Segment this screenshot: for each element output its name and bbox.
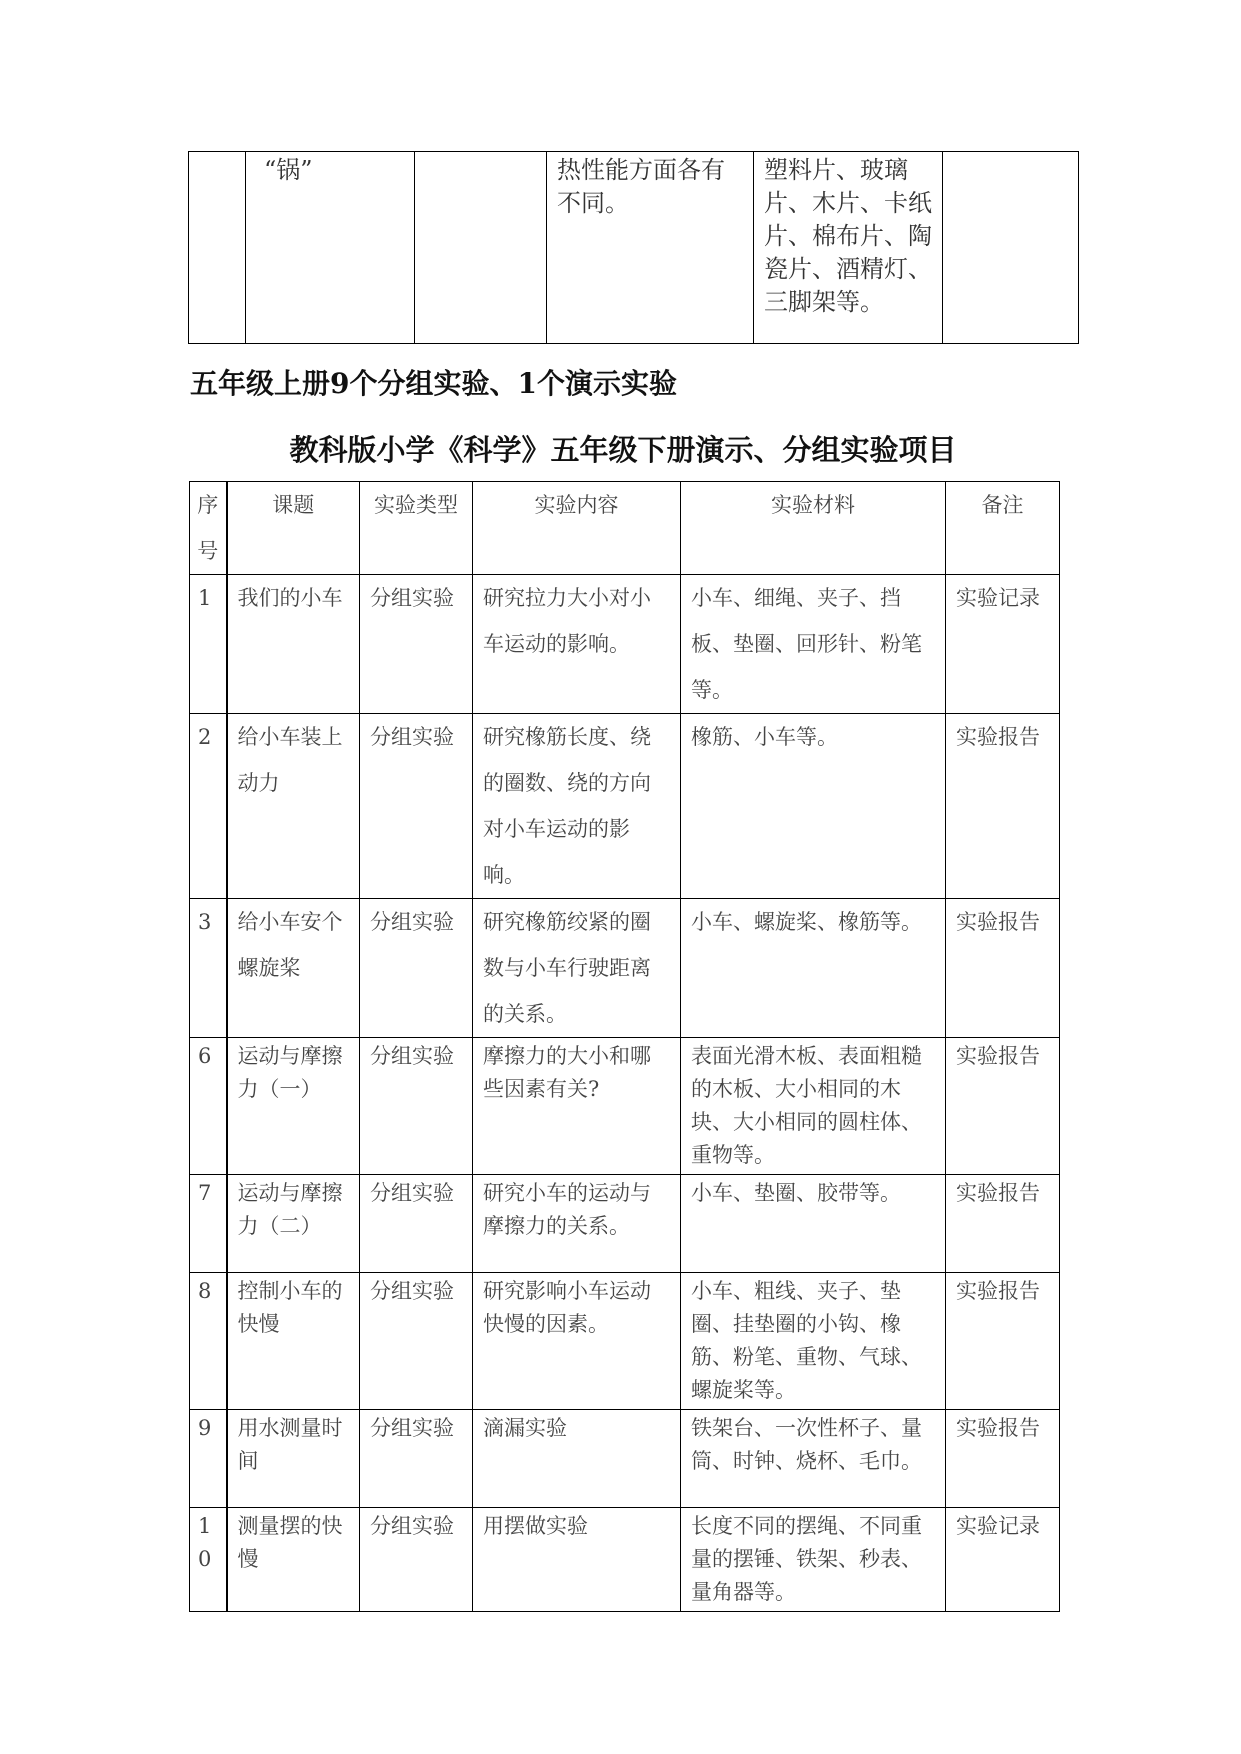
header-materials: 实验材料 [681,482,946,575]
cell-no [189,152,246,344]
header-content: 实验内容 [473,482,681,575]
row-materials: 铁架台、一次性杯子、量筒、时钟、烧杯、毛巾。 [681,1410,946,1508]
table-header-row [190,482,1060,575]
row-materials: 橡筋、小车等。 [681,714,946,899]
table-row [190,1273,1060,1410]
table-row [190,1038,1060,1175]
row-type: 分组实验 [360,899,473,1038]
row-topic: 测量摆的快慢 [227,1508,360,1612]
row-topic: 给小车安个螺旋桨 [227,899,360,1038]
row-note: 实验报告 [946,1175,1060,1273]
section-heading: 五年级上册9个分组实验、1个演示实验 [190,367,677,400]
row-topic: 运动与摩擦力（二） [227,1175,360,1273]
table-row [190,899,1060,1038]
row-no: 10 [190,1508,227,1612]
row-content: 研究橡筋绞紧的圈数与小车行驶距离的关系。 [473,899,681,1038]
row-note: 实验报告 [946,1038,1060,1175]
cell-topic: “锅” [246,152,415,344]
row-content: 用摆做实验 [473,1508,681,1612]
row-content: 研究橡筋长度、绕的圈数、绕的方向对小车运动的影响。 [473,714,681,899]
row-content: 研究拉力大小对小车运动的影响。 [473,575,681,714]
row-content: 摩擦力的大小和哪些因素有关? [473,1038,681,1175]
cell-note [943,152,1079,344]
row-materials: 小车、垫圈、胶带等。 [681,1175,946,1273]
row-type: 分组实验 [360,1508,473,1612]
row-no: 2 [190,714,227,899]
header-no: 序号 [190,482,227,575]
cell-content: 热性能方面各有不同。 [547,152,754,344]
row-topic: 控制小车的快慢 [227,1273,360,1410]
continued-table [188,151,1079,344]
row-content: 研究小车的运动与摩擦力的关系。 [473,1175,681,1273]
row-type: 分组实验 [360,1038,473,1175]
row-type: 分组实验 [360,575,473,714]
row-note: 实验报告 [946,1410,1060,1508]
row-content: 滴漏实验 [473,1410,681,1508]
row-type: 分组实验 [360,1175,473,1273]
row-no: 3 [190,899,227,1038]
table-row [189,152,1079,344]
row-note-link[interactable]: 实验记录 [946,575,1060,714]
row-content: 研究影响小车运动快慢的因素。 [473,1273,681,1410]
cell-materials: 塑料片、玻璃片、木片、卡纸片、棉布片、陶瓷片、酒精灯、三脚架等。 [754,152,943,344]
row-materials: 小车、螺旋桨、橡筋等。 [681,899,946,1038]
header-type: 实验类型 [360,482,473,575]
row-topic: 给小车装上动力 [227,714,360,899]
row-materials: 长度不同的摆绳、不同重量的摆锤、铁架、秒表、量角器等。 [681,1508,946,1612]
row-type: 分组实验 [360,1410,473,1508]
table-title: 教科版小学《科学》五年级下册演示、分组实验项目 [289,433,957,467]
row-no: 9 [190,1410,227,1508]
header-topic: 课题 [227,482,360,575]
table-row [190,1508,1060,1612]
row-no: 1 [190,575,227,714]
row-no: 6 [190,1038,227,1175]
table-row [190,1175,1060,1273]
row-topic: 我们的小车 [227,575,360,714]
row-no: 8 [190,1273,227,1410]
row-note-link[interactable]: 实验记录 [946,1508,1060,1612]
table-row [190,714,1060,899]
experiment-table [189,481,1060,1612]
row-note: 实验报告 [946,899,1060,1038]
table-row [190,1410,1060,1508]
row-materials: 表面光滑木板、表面粗糙的木板、大小相同的木块、大小相同的圆柱体、重物等。 [681,1038,946,1175]
row-materials: 小车、细绳、夹子、挡板、垫圈、回形针、粉笔等。 [681,575,946,714]
row-topic: 运动与摩擦力（一） [227,1038,360,1175]
row-note: 实验报告 [946,1273,1060,1410]
header-note: 备注 [946,482,1060,575]
row-type: 分组实验 [360,714,473,899]
row-no: 7 [190,1175,227,1273]
cell-type [415,152,547,344]
row-topic: 用水测量时间 [227,1410,360,1508]
row-type: 分组实验 [360,1273,473,1410]
row-materials: 小车、粗线、夹子、垫圈、挂垫圈的小钩、橡筋、粉笔、重物、气球、螺旋桨等。 [681,1273,946,1410]
row-note: 实验报告 [946,714,1060,899]
table-row [190,575,1060,714]
